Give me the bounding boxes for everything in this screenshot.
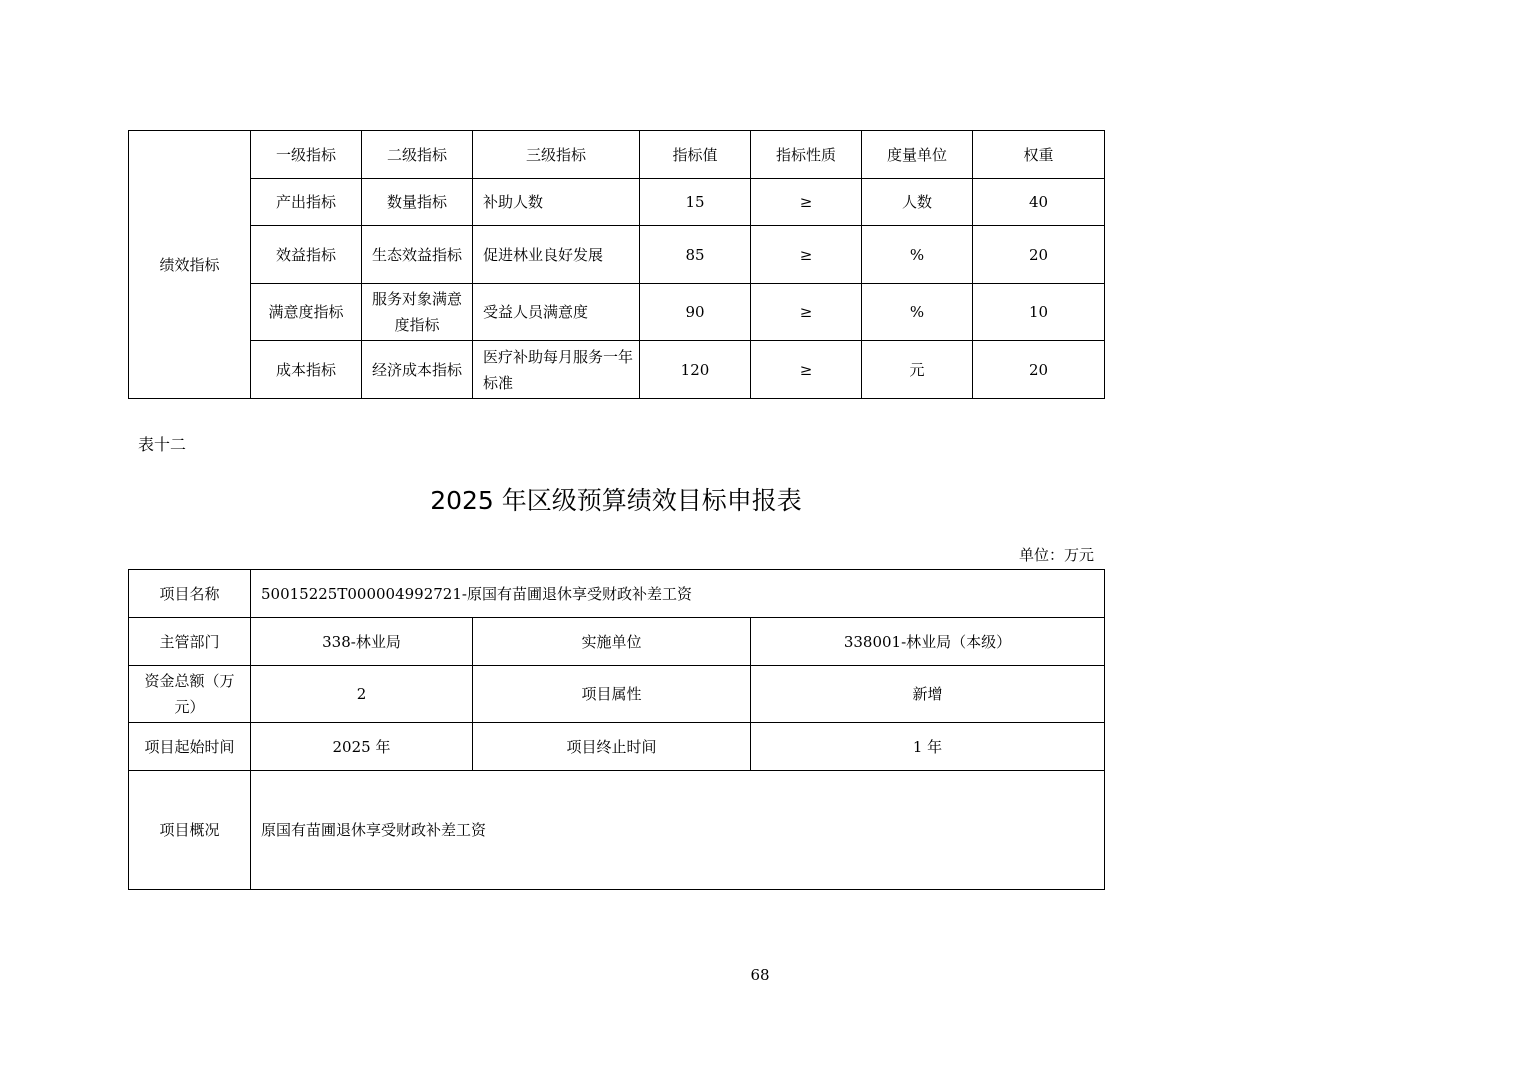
start-label: 项目起始时间 [129, 723, 251, 771]
project-name-value: 50015225T000004992721-原国有苗圃退休享受财政补差工资 [251, 570, 1105, 618]
cell-unit: 元 [862, 341, 973, 399]
header-nature: 指标性质 [751, 131, 862, 179]
cell-level3: 受益人员满意度 [473, 284, 640, 341]
impl-value: 338001-林业局（本级） [751, 618, 1105, 666]
cell-level1: 满意度指标 [251, 284, 362, 341]
overview-value: 原国有苗圃退休享受财政补差工资 [251, 771, 1105, 890]
attr-value: 新增 [751, 666, 1105, 723]
cell-level3: 医疗补助每月服务一年标准 [473, 341, 640, 399]
attr-label: 项目属性 [473, 666, 751, 723]
cell-level3: 补助人数 [473, 179, 640, 226]
cell-level3: 促进林业良好发展 [473, 226, 640, 284]
cell-nature: ≥ [751, 341, 862, 399]
fund-value: 2 [251, 666, 473, 723]
cell-value: 120 [640, 341, 751, 399]
cell-level2: 数量指标 [362, 179, 473, 226]
cell-level1: 效益指标 [251, 226, 362, 284]
end-value: 1 年 [751, 723, 1105, 771]
dept-label: 主管部门 [129, 618, 251, 666]
cell-level2: 经济成本指标 [362, 341, 473, 399]
impl-label: 实施单位 [473, 618, 751, 666]
cell-unit: % [862, 284, 973, 341]
cell-nature: ≥ [751, 284, 862, 341]
unit-label: 单位：万元 [1018, 546, 1094, 564]
cell-unit: 人数 [862, 179, 973, 226]
dept-value: 338-林业局 [251, 618, 473, 666]
cell-level1: 产出指标 [251, 179, 362, 226]
header-level3: 三级指标 [473, 131, 640, 179]
header-level2: 二级指标 [362, 131, 473, 179]
cell-nature: ≥ [751, 179, 862, 226]
fund-label: 资金总额（万元） [129, 666, 251, 723]
cell-value: 85 [640, 226, 751, 284]
section-label: 绩效指标 [129, 131, 251, 399]
cell-weight: 40 [973, 179, 1105, 226]
performance-indicator-table [128, 130, 1105, 399]
cell-level2: 服务对象满意度指标 [362, 284, 473, 341]
cell-value: 90 [640, 284, 751, 341]
table-row [129, 284, 1105, 341]
cell-weight: 20 [973, 341, 1105, 399]
header-unit: 度量单位 [862, 131, 973, 179]
cell-level2: 生态效益指标 [362, 226, 473, 284]
header-level1: 一级指标 [251, 131, 362, 179]
page-number: 68 [750, 966, 770, 984]
project-name-label: 项目名称 [129, 570, 251, 618]
cell-value: 15 [640, 179, 751, 226]
start-value: 2025 年 [251, 723, 473, 771]
cell-weight: 10 [973, 284, 1105, 341]
header-value: 指标值 [640, 131, 751, 179]
table-caption: 表十二 [138, 435, 187, 454]
table-row [129, 341, 1105, 399]
cell-level1: 成本指标 [251, 341, 362, 399]
table-row [129, 226, 1105, 284]
overview-label: 项目概况 [129, 771, 251, 890]
page-title: 2025 年区级预算绩效目标申报表 [430, 486, 802, 515]
cell-weight: 20 [973, 226, 1105, 284]
end-label: 项目终止时间 [473, 723, 751, 771]
cell-unit: % [862, 226, 973, 284]
header-weight: 权重 [973, 131, 1105, 179]
cell-nature: ≥ [751, 226, 862, 284]
table-row [129, 179, 1105, 226]
project-info-table [128, 569, 1105, 890]
